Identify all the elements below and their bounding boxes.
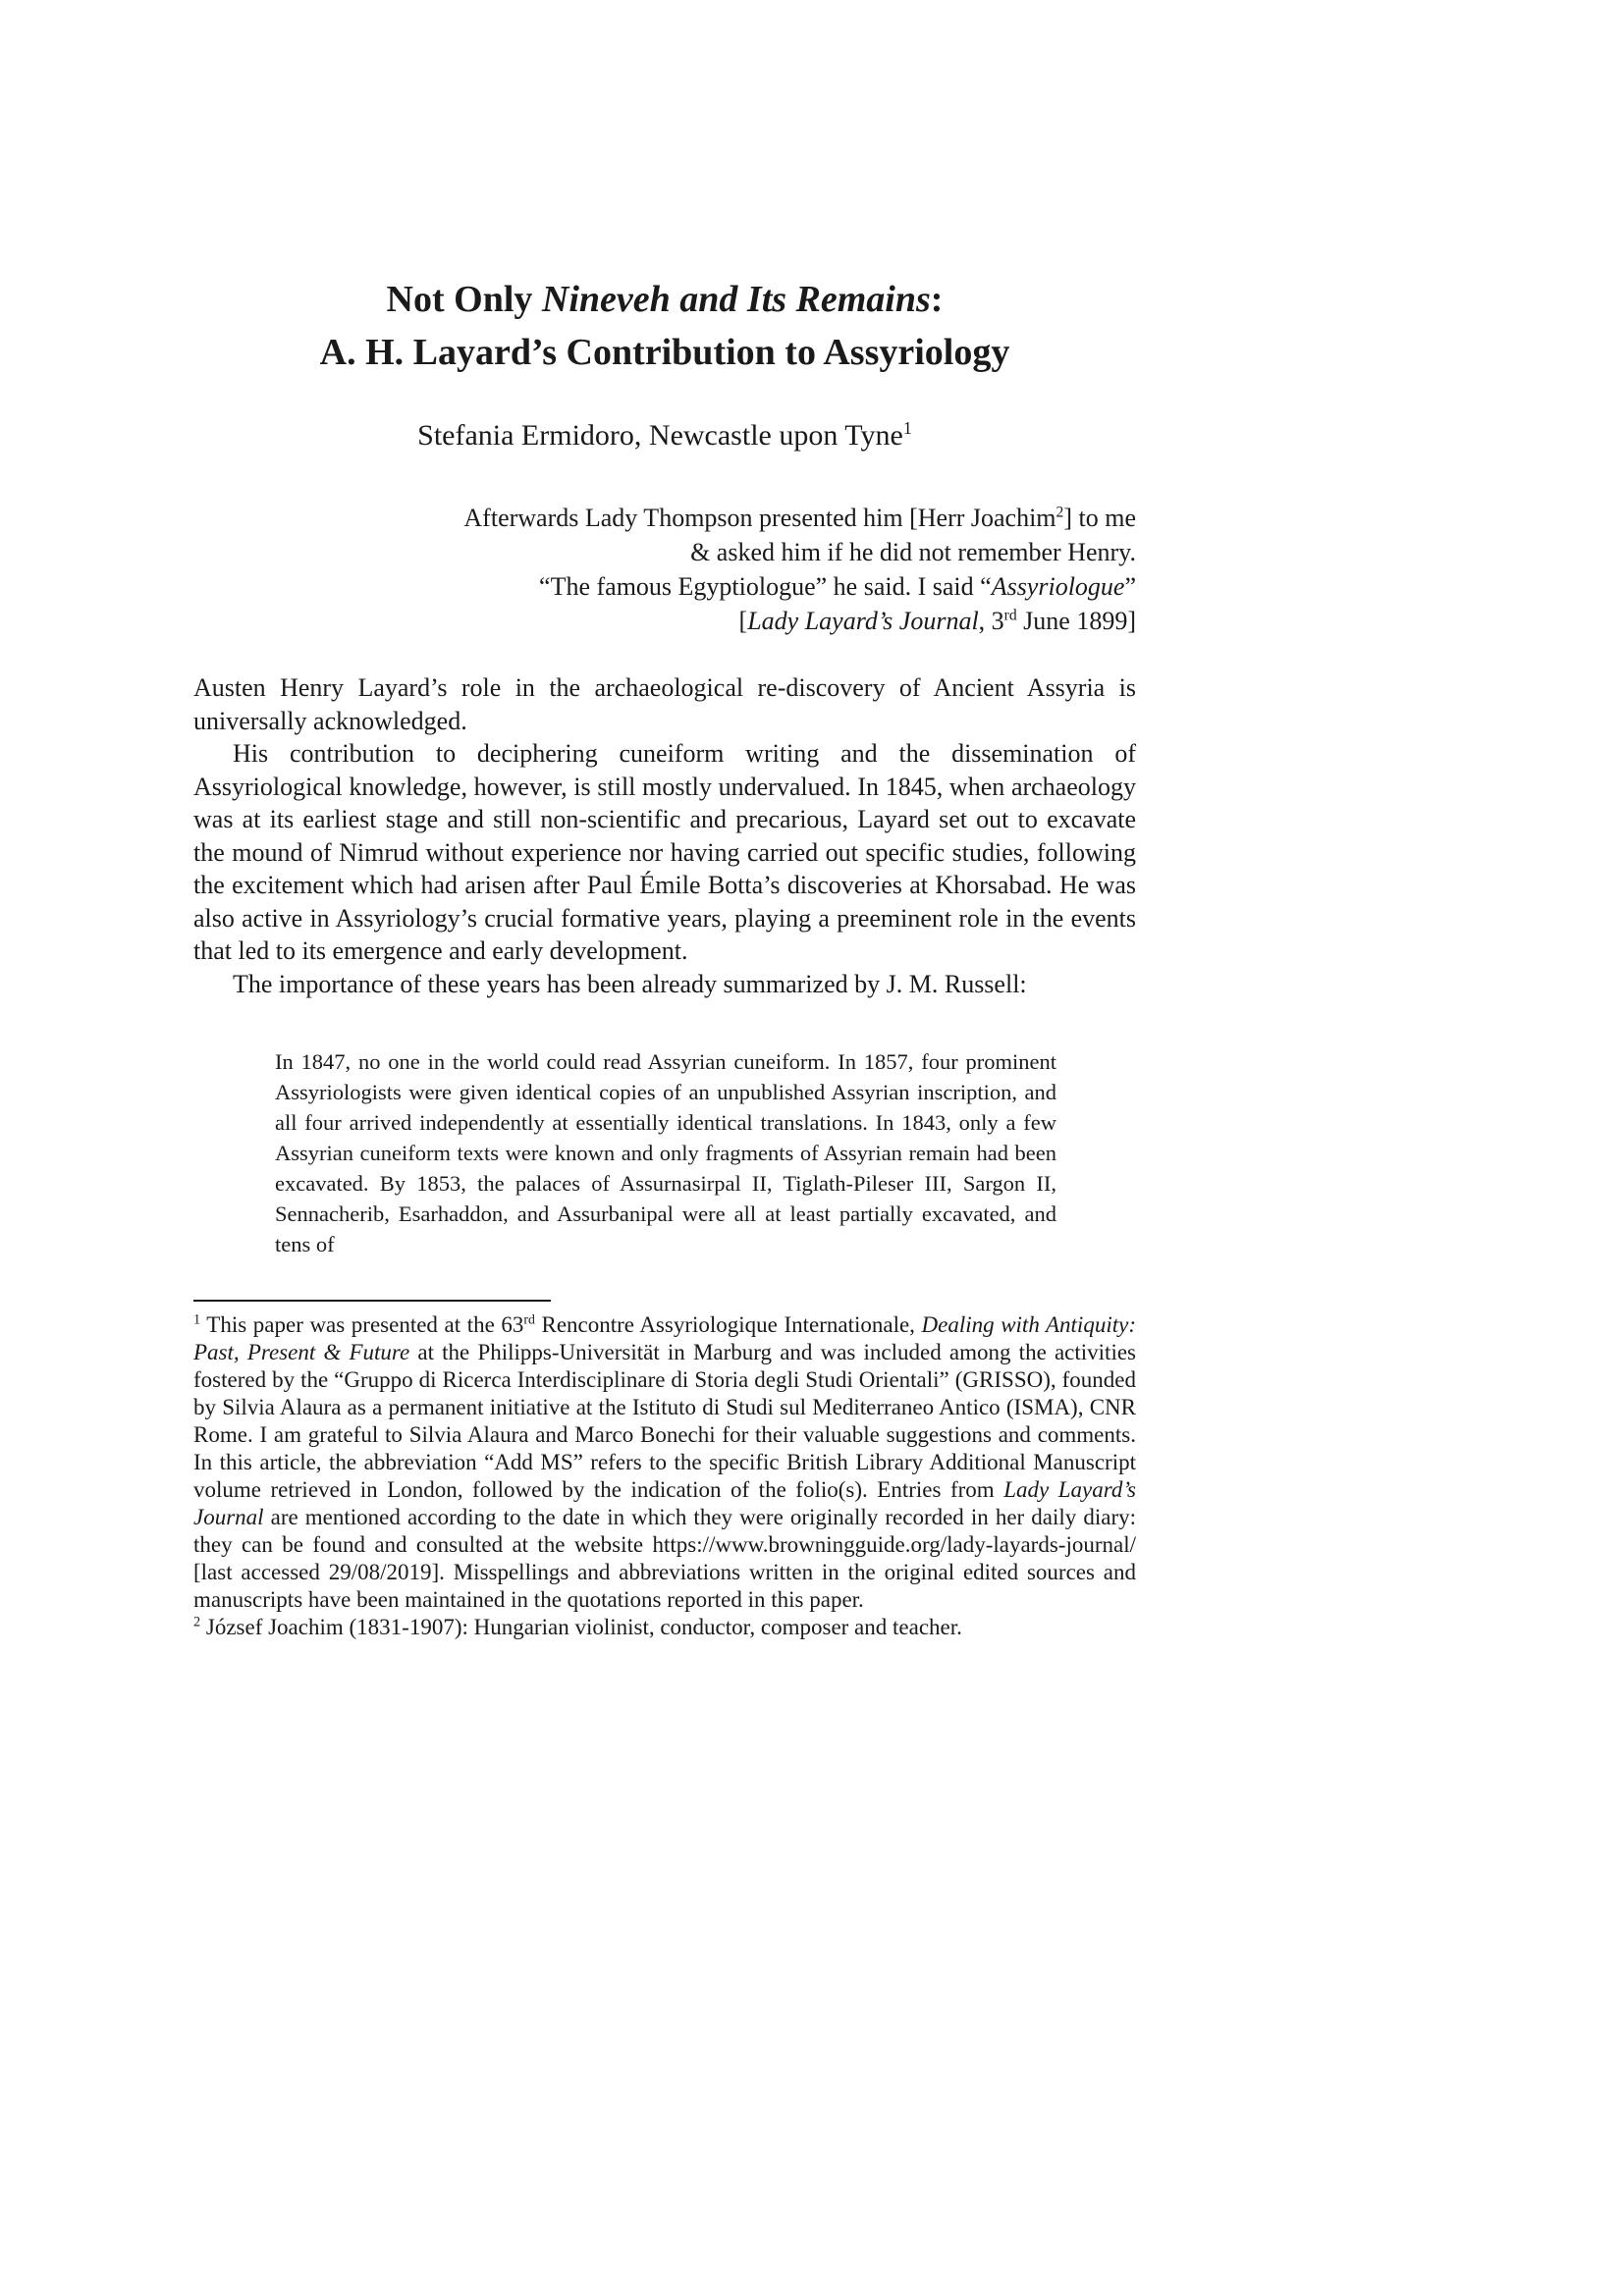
epigraph-text: ] to me bbox=[1063, 504, 1136, 532]
epigraph-source-title: Lady Layard’s Journal bbox=[747, 607, 979, 635]
epigraph-line-1 bbox=[193, 501, 1136, 535]
epigraph-text: June 1899] bbox=[1016, 607, 1136, 635]
footnote-text: Rencontre Assyriologique Internationale, bbox=[534, 1312, 922, 1337]
epigraph-text: [ bbox=[738, 607, 748, 635]
author-line bbox=[193, 416, 1136, 455]
epigraph-italic: Assyriologue bbox=[991, 572, 1125, 601]
epigraph-line-3 bbox=[193, 569, 1136, 604]
footnote-2 bbox=[193, 1614, 1136, 1641]
body-paragraph-3: The importance of these years has been already summarized by J. M. Russell: bbox=[233, 969, 1027, 998]
epigraph bbox=[193, 501, 1136, 638]
footnote-number: 2 bbox=[193, 1614, 201, 1630]
ordinal-suffix: rd bbox=[1003, 607, 1017, 624]
footnote-1 bbox=[193, 1311, 1136, 1614]
body-text bbox=[193, 671, 1136, 1000]
title-italic-text: Nineveh and Its Remains bbox=[541, 279, 931, 320]
epigraph-text: , 3 bbox=[978, 607, 1004, 635]
footnotes bbox=[193, 1311, 1136, 1641]
footnote-mark-1[interactable]: 1 bbox=[902, 418, 912, 438]
footnote-number: 1 bbox=[193, 1311, 201, 1328]
footnote-italic: Lady Layard’s Journal bbox=[193, 1477, 1136, 1529]
ordinal-suffix: rd bbox=[523, 1311, 535, 1327]
title-text: Not Only bbox=[386, 279, 542, 320]
footnote-divider bbox=[193, 1300, 551, 1302]
epigraph-text: Afterwards Lady Thompson presented him [Herr Joachim bbox=[463, 504, 1056, 532]
footnote-text: at the Philipps-Universität in Marburg and was included among the activities fostered by the “Gruppo di Ricerca Interdisciplinare di Storia degli Studi Orientali” (GRISSO), founded by Silvia Alaura as a permanent initiative at the Istituto di Studi sul Mediterraneo Antico (ISMA), CNR Rome. I am grateful to Silvia Alaura and Marco Bonechi for their valuable suggestions and comments. In this article, the abbreviation “Add MS” refers to the specific British Library Additional Manuscript volume retrieved in London, followed by the indication of the folio(s). Entries from bbox=[193, 1340, 1136, 1502]
body-paragraph-2: His contribution to deciphering cuneiform writing and the dissemination of Assyriological knowledge, however, is still mostly undervalued. In 1845, when archaeology was at its earliest stage and still non-scientific and precarious, Layard set out to excavate the mound of Nimrud without experience nor having carried out specific studies, following the excitement which had arisen after Paul Émile Botta’s discoveries at Khorsabad. He was also active in Assyriology’s crucial formative years, playing a preeminent role in the events that led to its emergence and early development. bbox=[193, 739, 1136, 965]
body-paragraph-1: Austen Henry Layard’s role in the archaeological re-discovery of Ancient Assyria is universally acknowledged. bbox=[193, 673, 1136, 735]
epigraph-text: “The famous Egyptiologue” he said. I said “ bbox=[539, 572, 992, 601]
epigraph-text: ” bbox=[1124, 572, 1136, 601]
title-line-1 bbox=[193, 273, 1136, 326]
author-name: Stefania Ermidoro, Newcastle upon Tyne bbox=[417, 419, 903, 452]
footnote-mark-2[interactable]: 2 bbox=[1056, 504, 1064, 521]
footnote-text: József Joachim (1831-1907): Hungarian violinist, conductor, composer and teacher. bbox=[200, 1615, 962, 1639]
block-quotation: In 1847, no one in the world could read Assyrian cuneiform. In 1857, four prominent Assyriologists were given identical copies of an unpublished Assyrian inscription, and all four arrived independently at essentially identical translations. In 1843, only a few Assyrian cuneiform texts were known and only fragments of Assyrian remain had been excavated. By 1853, the palaces of Assurnasirpal II, Tiglath-Pileser III, Sargon II, Sennacherib, Esarhaddon, and Assurbanipal were all at least partially excavated, and tens of bbox=[275, 1049, 1056, 1256]
epigraph-line-2: & asked him if he did not remember Henry. bbox=[690, 538, 1136, 566]
title-line-2: A. H. Layard’s Contribution to Assyriology bbox=[319, 332, 1010, 373]
paper-title bbox=[193, 273, 1136, 379]
footnote-text: are mentioned according to the date in which they were originally recorded in her daily diary: they can be found and consulted at the website https://www.browningguide.org/lady-layards-journal/ [last accessed 29/08/2019]. Misspellings and abbreviations written in the original edited sources and manuscripts have been maintained in the quotations reported in this paper. bbox=[193, 1505, 1136, 1612]
title-colon: : bbox=[930, 279, 944, 320]
footnote-italic: Dealing with Antiquity: Past, Present & Future bbox=[193, 1312, 1136, 1364]
footnote-text: This paper was presented at the 63 bbox=[200, 1312, 524, 1337]
epigraph-source bbox=[193, 604, 1136, 638]
